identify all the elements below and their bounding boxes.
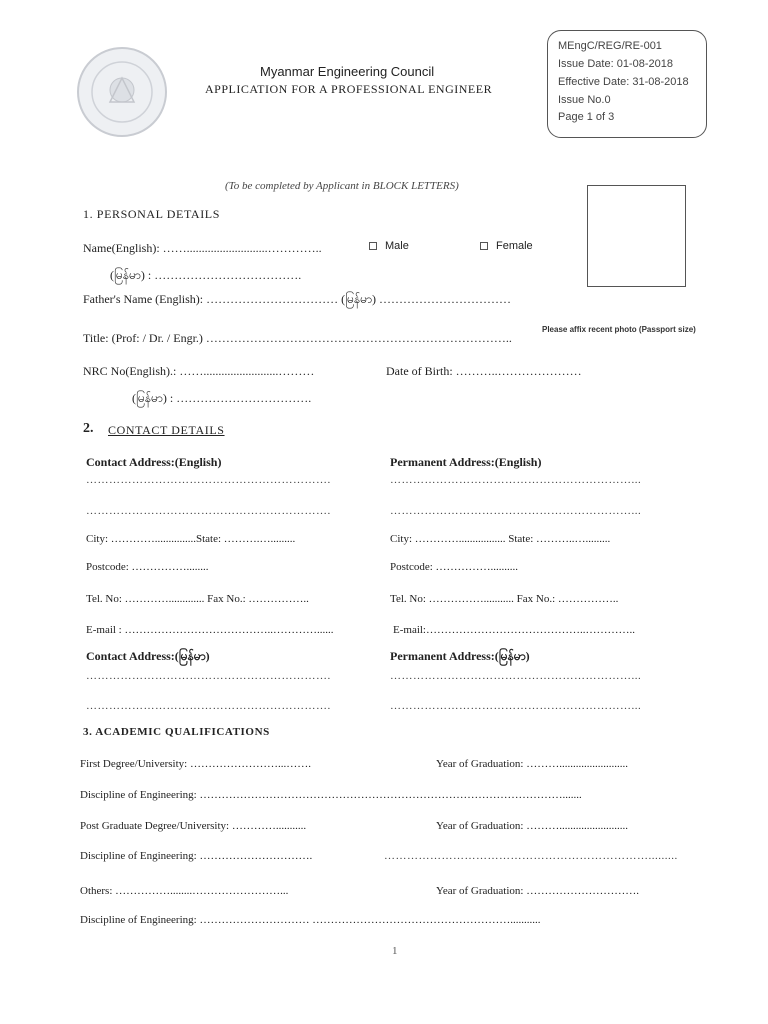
contact-address-line-1[interactable]: ……………………………………………………….: [86, 474, 331, 486]
date-of-birth-field[interactable]: Date of Birth: ………..…………………: [386, 364, 582, 378]
permanent-email-field[interactable]: E-mail:……………………………………..…………..: [393, 624, 635, 636]
male-label: Male: [385, 240, 409, 252]
contact-address-myanmar-label: Contact Address:(မြန်မာ): [86, 649, 210, 663]
contact-address-line-2[interactable]: ……………………………………………………….: [86, 505, 331, 517]
nrc-english-field[interactable]: NRC No(English).: …….........................………: [83, 364, 315, 378]
effective-date: Effective Date: 31-08-2018: [558, 76, 689, 88]
issue-no: Issue No.0: [558, 94, 611, 106]
name-myanmar-field[interactable]: (မြန်မာ) : ……………………………….: [110, 268, 302, 282]
personal-details-heading: 1. PERSONAL DETAILS: [83, 207, 220, 221]
permanent-tel-fax-field[interactable]: Tel. No: ……………........... Fax No.: ……………..: [390, 593, 619, 605]
permanent-address-english-label: Permanent Address:(English): [390, 455, 542, 469]
academic-qualifications-heading: 3. ACADEMIC QUALIFICATIONS: [83, 726, 270, 738]
female-label: Female: [496, 240, 533, 252]
form-title: APPLICATION FOR A PROFESSIONAL ENGINEER: [205, 82, 493, 96]
contact-city-state-field[interactable]: City: …………...............State: ……….….........: [86, 533, 296, 545]
contact-address-mm-line-2[interactable]: ……………………………………………………….: [86, 700, 331, 712]
council-seal: [74, 44, 170, 140]
year-of-graduation-2-field[interactable]: Year of Graduation: ……….........................: [436, 820, 628, 832]
permanent-postcode-field[interactable]: Postcode: ……………..........: [390, 561, 519, 573]
contact-address-english-label: Contact Address:(English): [86, 455, 222, 469]
male-option[interactable]: [369, 240, 409, 252]
permanent-city-state-field[interactable]: City: …………................. State: ………..….........: [390, 533, 611, 545]
discipline-2-field[interactable]: Discipline of Engineering: ………………………….: [80, 850, 313, 862]
contact-details-heading: CONTACT DETAILS: [108, 423, 225, 437]
contact-section-number: 2.: [83, 421, 94, 436]
female-option[interactable]: [480, 240, 533, 252]
discipline-2-continued-field[interactable]: …………………………………………………………….........: [384, 850, 678, 862]
contact-tel-fax-field[interactable]: Tel. No: …………............. Fax No.: ……………..: [86, 593, 309, 605]
photo-note: Please affix recent photo (Passport size): [542, 325, 696, 334]
discipline-3-field[interactable]: Discipline of Engineering: ………………………… ………………………………………………...........: [80, 914, 541, 926]
permanent-address-mm-line-1[interactable]: ………………………………………………………...: [390, 670, 642, 682]
post-graduate-field[interactable]: Post Graduate Degree/University: …………...........: [80, 820, 307, 832]
page-of: Page 1 of 3: [558, 111, 615, 123]
male-checkbox[interactable]: [369, 242, 377, 250]
doc-code: MEngC/REG/RE-001: [558, 40, 662, 52]
year-of-graduation-1-field[interactable]: Year of Graduation: ……….........................: [436, 758, 628, 770]
title-field[interactable]: Title: (Prof: / Dr. / Engr.) …………………………………………………………………..: [83, 331, 512, 345]
discipline-1-field[interactable]: Discipline of Engineering: ……………………………………………………………………………………….......: [80, 789, 582, 801]
name-english-field[interactable]: Name(English): ……...........................…………..: [83, 241, 322, 255]
permanent-address-line-2[interactable]: ………………………………………………………...: [390, 505, 642, 517]
year-of-graduation-3-field[interactable]: Year of Graduation: ………………………….: [436, 885, 639, 897]
issue-date: Issue Date: 01-08-2018: [558, 58, 673, 70]
org-name: Myanmar Engineering Council: [260, 64, 435, 79]
permanent-address-mm-line-2[interactable]: ………………………………………………………...: [390, 700, 642, 712]
nrc-myanmar-field[interactable]: (မြန်မာ) : …………………………….: [132, 391, 312, 405]
permanent-address-myanmar-label: Permanent Address:(မြန်မာ): [390, 649, 530, 663]
instruction-text: (To be completed by Applicant in BLOCK LETTERS): [225, 180, 459, 192]
page-number: 1: [392, 945, 398, 957]
father-name-field[interactable]: Father's Name (English): …………………………… (မြန်မာ) ……………………………: [83, 292, 511, 306]
contact-address-mm-line-1[interactable]: ……………………………………………………….: [86, 670, 331, 682]
photo-box[interactable]: [587, 185, 686, 287]
contact-email-field[interactable]: E-mail : …………………………………..…………......: [86, 624, 334, 636]
contact-postcode-field[interactable]: Postcode: ……………........: [86, 561, 209, 573]
female-checkbox[interactable]: [480, 242, 488, 250]
others-field[interactable]: Others: ……………........……………………...: [80, 885, 289, 897]
permanent-address-line-1[interactable]: ………………………………………………………...: [390, 474, 642, 486]
first-degree-field[interactable]: First Degree/University: ……………………...…….: [80, 758, 311, 770]
